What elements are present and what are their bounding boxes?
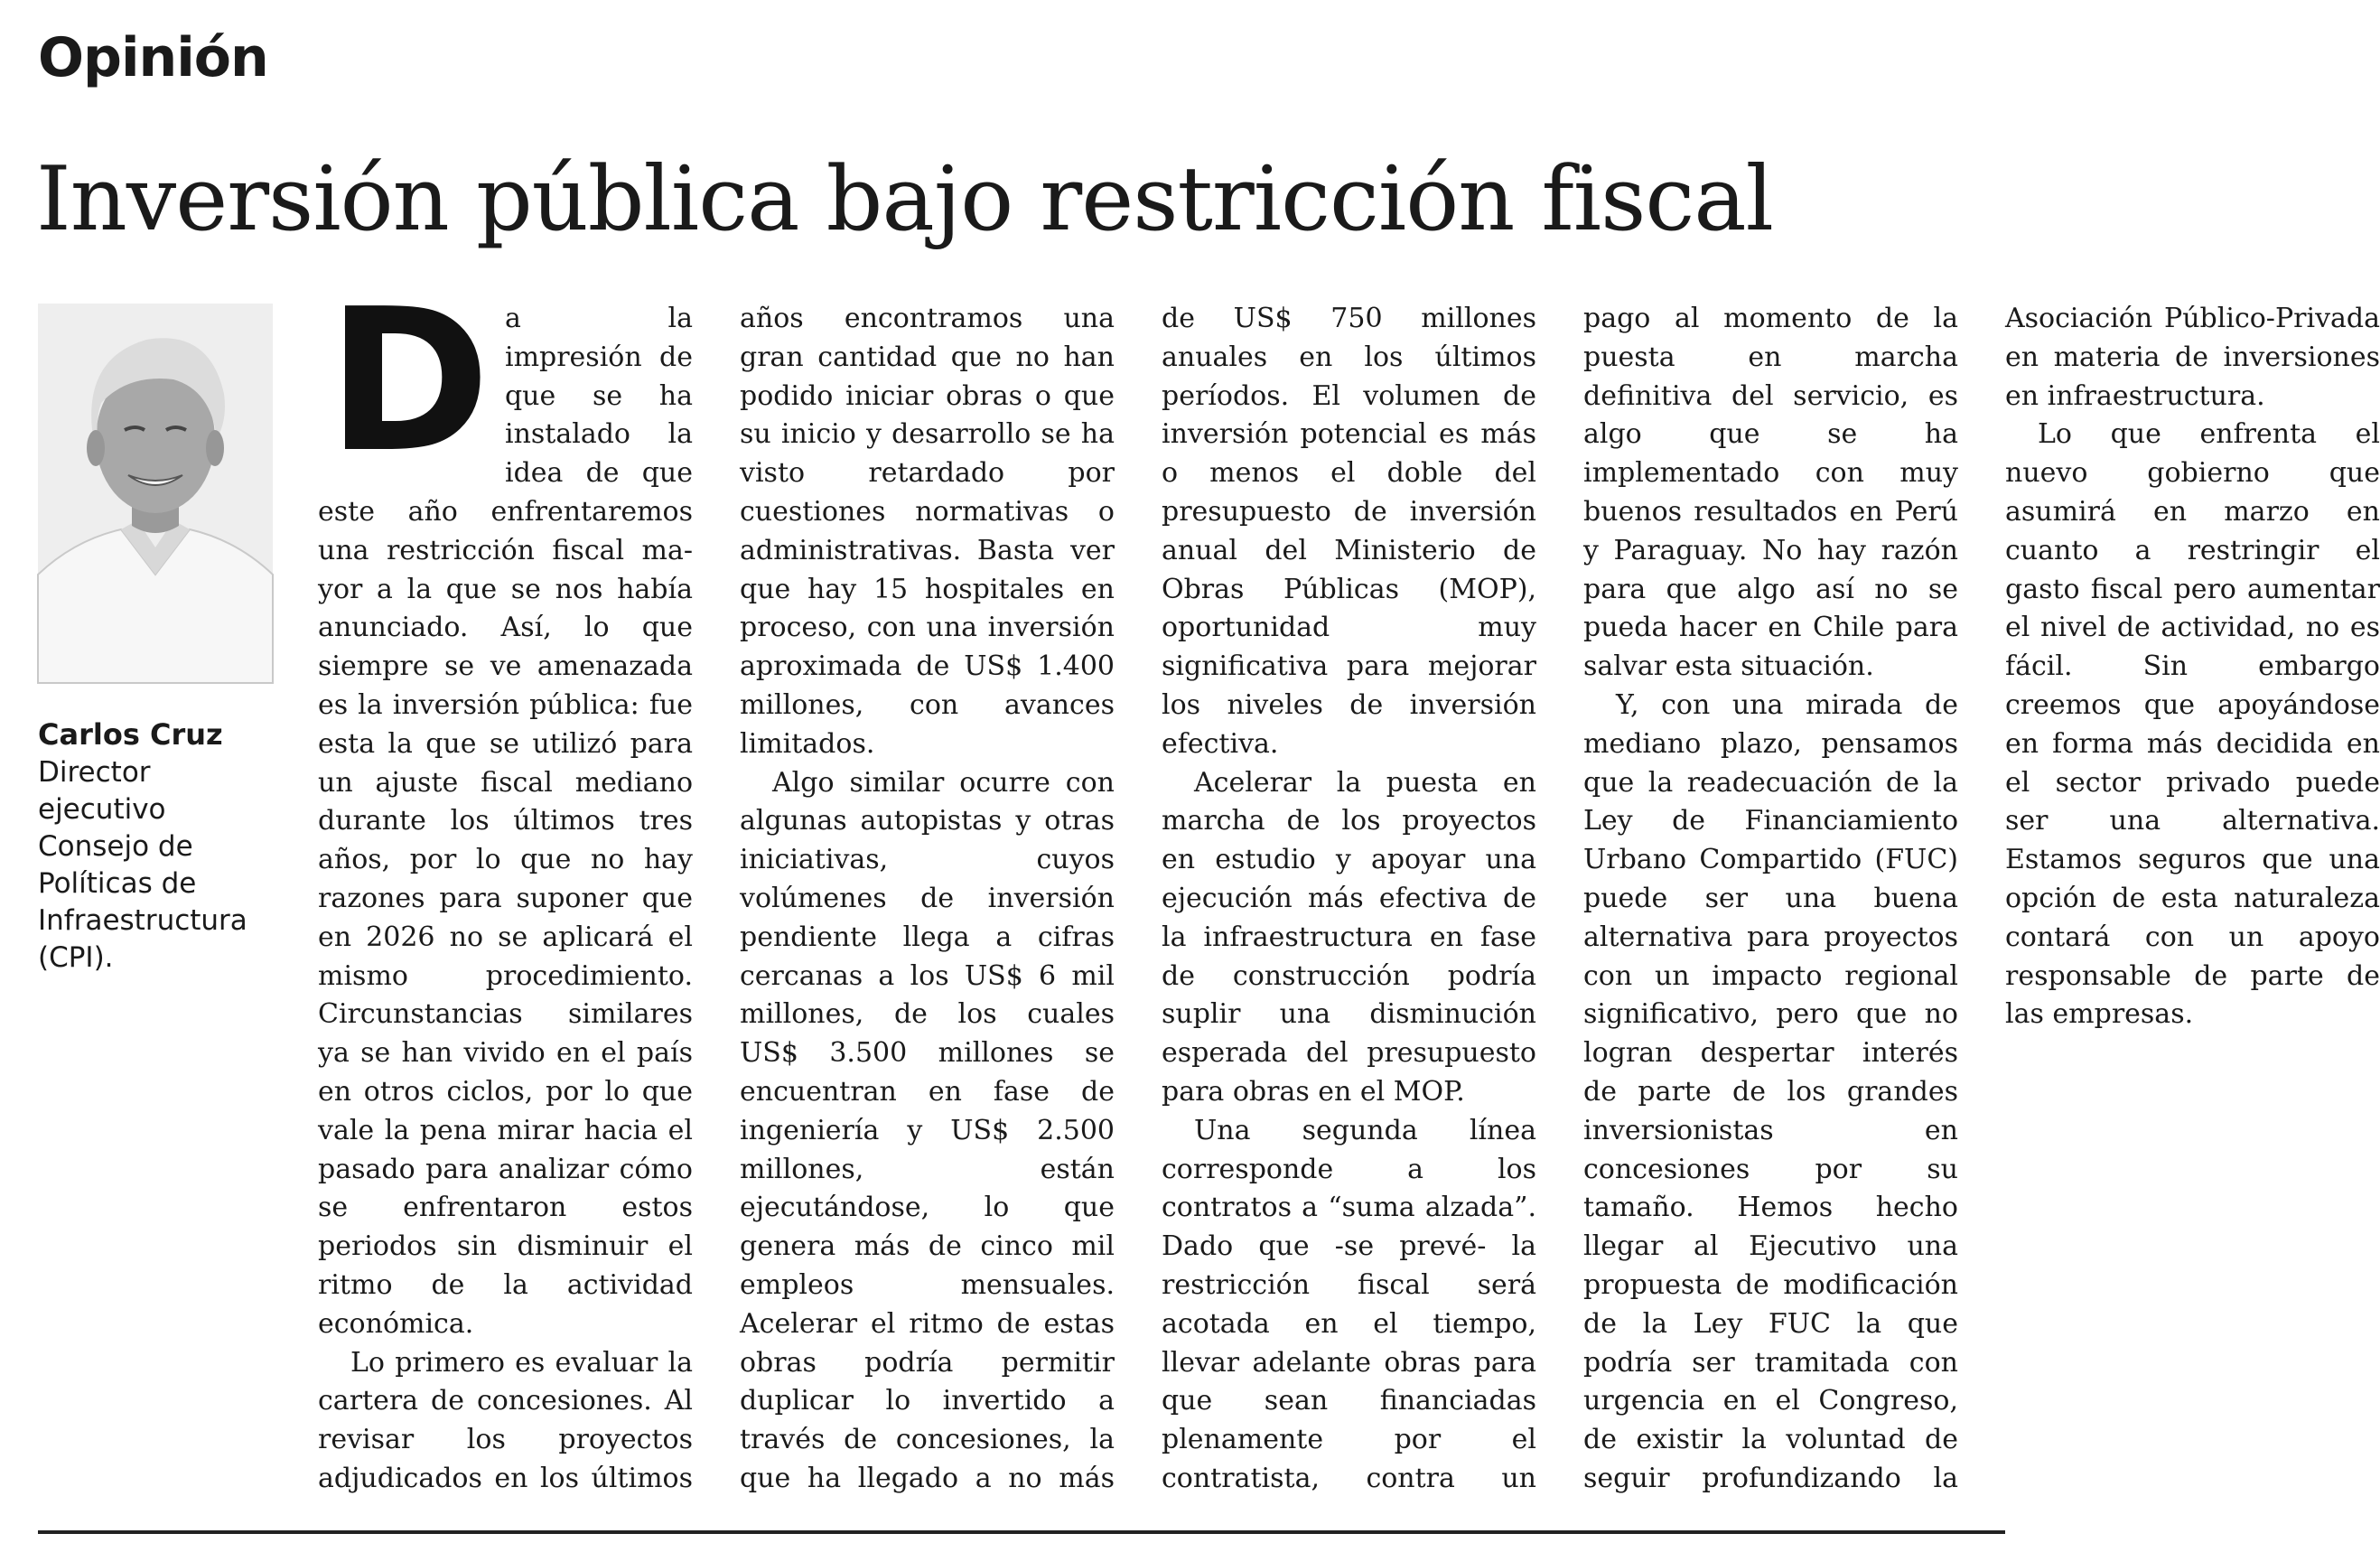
article-paragraph: Una segunda línea corresponde a los contratos a “suma alzada”. Dado que -se prevé- la restricción fiscal será acotada en el tiempo, llevar adelante obras para que sean financiadas plenamente por el contratista, contra un pago al momento de la puesta en marcha definitiva del servicio, es algo que se ha implementado con muy buenos resultados en Perú y Paraguay. No hay razón para que algo así no se pueda hacer en Chile para salvar esta situación. <box>1162 303 1958 1494</box>
article-body <box>318 267 2380 1501</box>
author-name: Carlos Cruz <box>38 717 223 752</box>
article-paragraph <box>318 267 693 1344</box>
author-block <box>38 304 273 977</box>
article-paragraph: Lo primero es evaluar la cartera de concesiones. Al revisar los proyectos adjudicados en los últimos años encontramos una gran cantidad que no han podido iniciar obras o que su inicio y desarrollo se ha visto retardado por cuestiones normativas o administrativas. Basta ver que hay 15 hospitales en proceso, con una inversión aproximada de US$ 1.400 millones, con avances limitados. <box>318 303 1115 1494</box>
article-paragraph: Algo similar ocurre con algunas autopistas y otras iniciativas, cuyos volúmenes de inversión pendiente llega a cifras cercanas a los US$ 6 mil millones, de los cuales US$ 3.500 millones se encuentran en fase de ingeniería y US$ 2.500 millones, están ejecutándose, lo que genera más de cinco mil empleos mensuales. Acelerar el ritmo de estas obras podría permitir duplicar lo invertido a través de concesiones, la que ha llegado a no más de US$ 750 millones anuales en los últimos períodos. El volumen de inversión potencial es más o menos el doble del presupuesto de inversión anual del Ministerio de Obras Públicas (MOP), oportunidad muy significativa para mejorar los niveles de inversión efectiva. <box>740 303 1536 1494</box>
article-paragraph: Lo que enfrenta el nuevo gobierno que asumirá en marzo en cuanto a restringir el gasto fiscal pero aumentar el nivel de actividad, no es fácil. Sin embargo creemos que apoyándose en forma más decidida en el sector privado puede ser una alternativa. Estamos seguros que una opción de esta naturaleza contará con un apoyo responsable de parte de las empresas. <box>2005 418 2380 1031</box>
page-title: Inversión pública bajo restricción fiscal <box>36 148 1774 251</box>
author-portrait-icon <box>38 304 273 683</box>
section-label: Opinión <box>38 26 268 89</box>
paragraph-text: a la impresión de que se ha instalado la idea de que este año enfrentaremos una restricción fiscal mayor a la que se nos había anunciado. Así, lo que siempre se ve amenazada es la inversión pública: fue esta la que se utilizó para un ajuste fiscal mediano durante los últimos tres años, por lo que no hay razones para suponer que en 2026 no se aplicará el mismo procedimiento. Circunstancias similares ya se han vivido en el país en otros ciclos, por lo que vale la pena mirar hacia el pasado para analizar cómo se enfrentaron estos periodos sin disminuir el ritmo de la actividad económica. <box>318 303 693 1340</box>
author-photo <box>38 304 273 683</box>
bottom-divider <box>38 1530 2005 1534</box>
article-paragraph: Acelerar la puesta en marcha de los proyectos en estudio y apoyar una ejecución más efectiva de la infraestructura en fase de construcción podría suplir una disminución esperada del presupuesto para obras en el MOP. <box>1162 766 1536 1108</box>
author-role: Director ejecutivo Consejo de Políticas de Infraestructura (CPI). <box>38 756 247 975</box>
drop-cap: D <box>327 267 490 496</box>
article-paragraph: Y, con una mirada de mediano plazo, pensamos que la readecuación de la Ley de Financiamiento Urbano Compartido (FUC) puede ser una buena alternativa para proyectos con un impacto regional significativo, pero que no logran despertar interés de parte de los grandes inversionistas en concesiones por su tamaño. Hemos hecho llegar al Ejecutivo una propuesta de modificación de la Ley FUC la que podría ser tramitada con urgencia en el Congreso, de existir la voluntad de seguir profundizando la Asociación Público-Privada en materia de inversiones en infraestructura. <box>1583 303 2380 1494</box>
